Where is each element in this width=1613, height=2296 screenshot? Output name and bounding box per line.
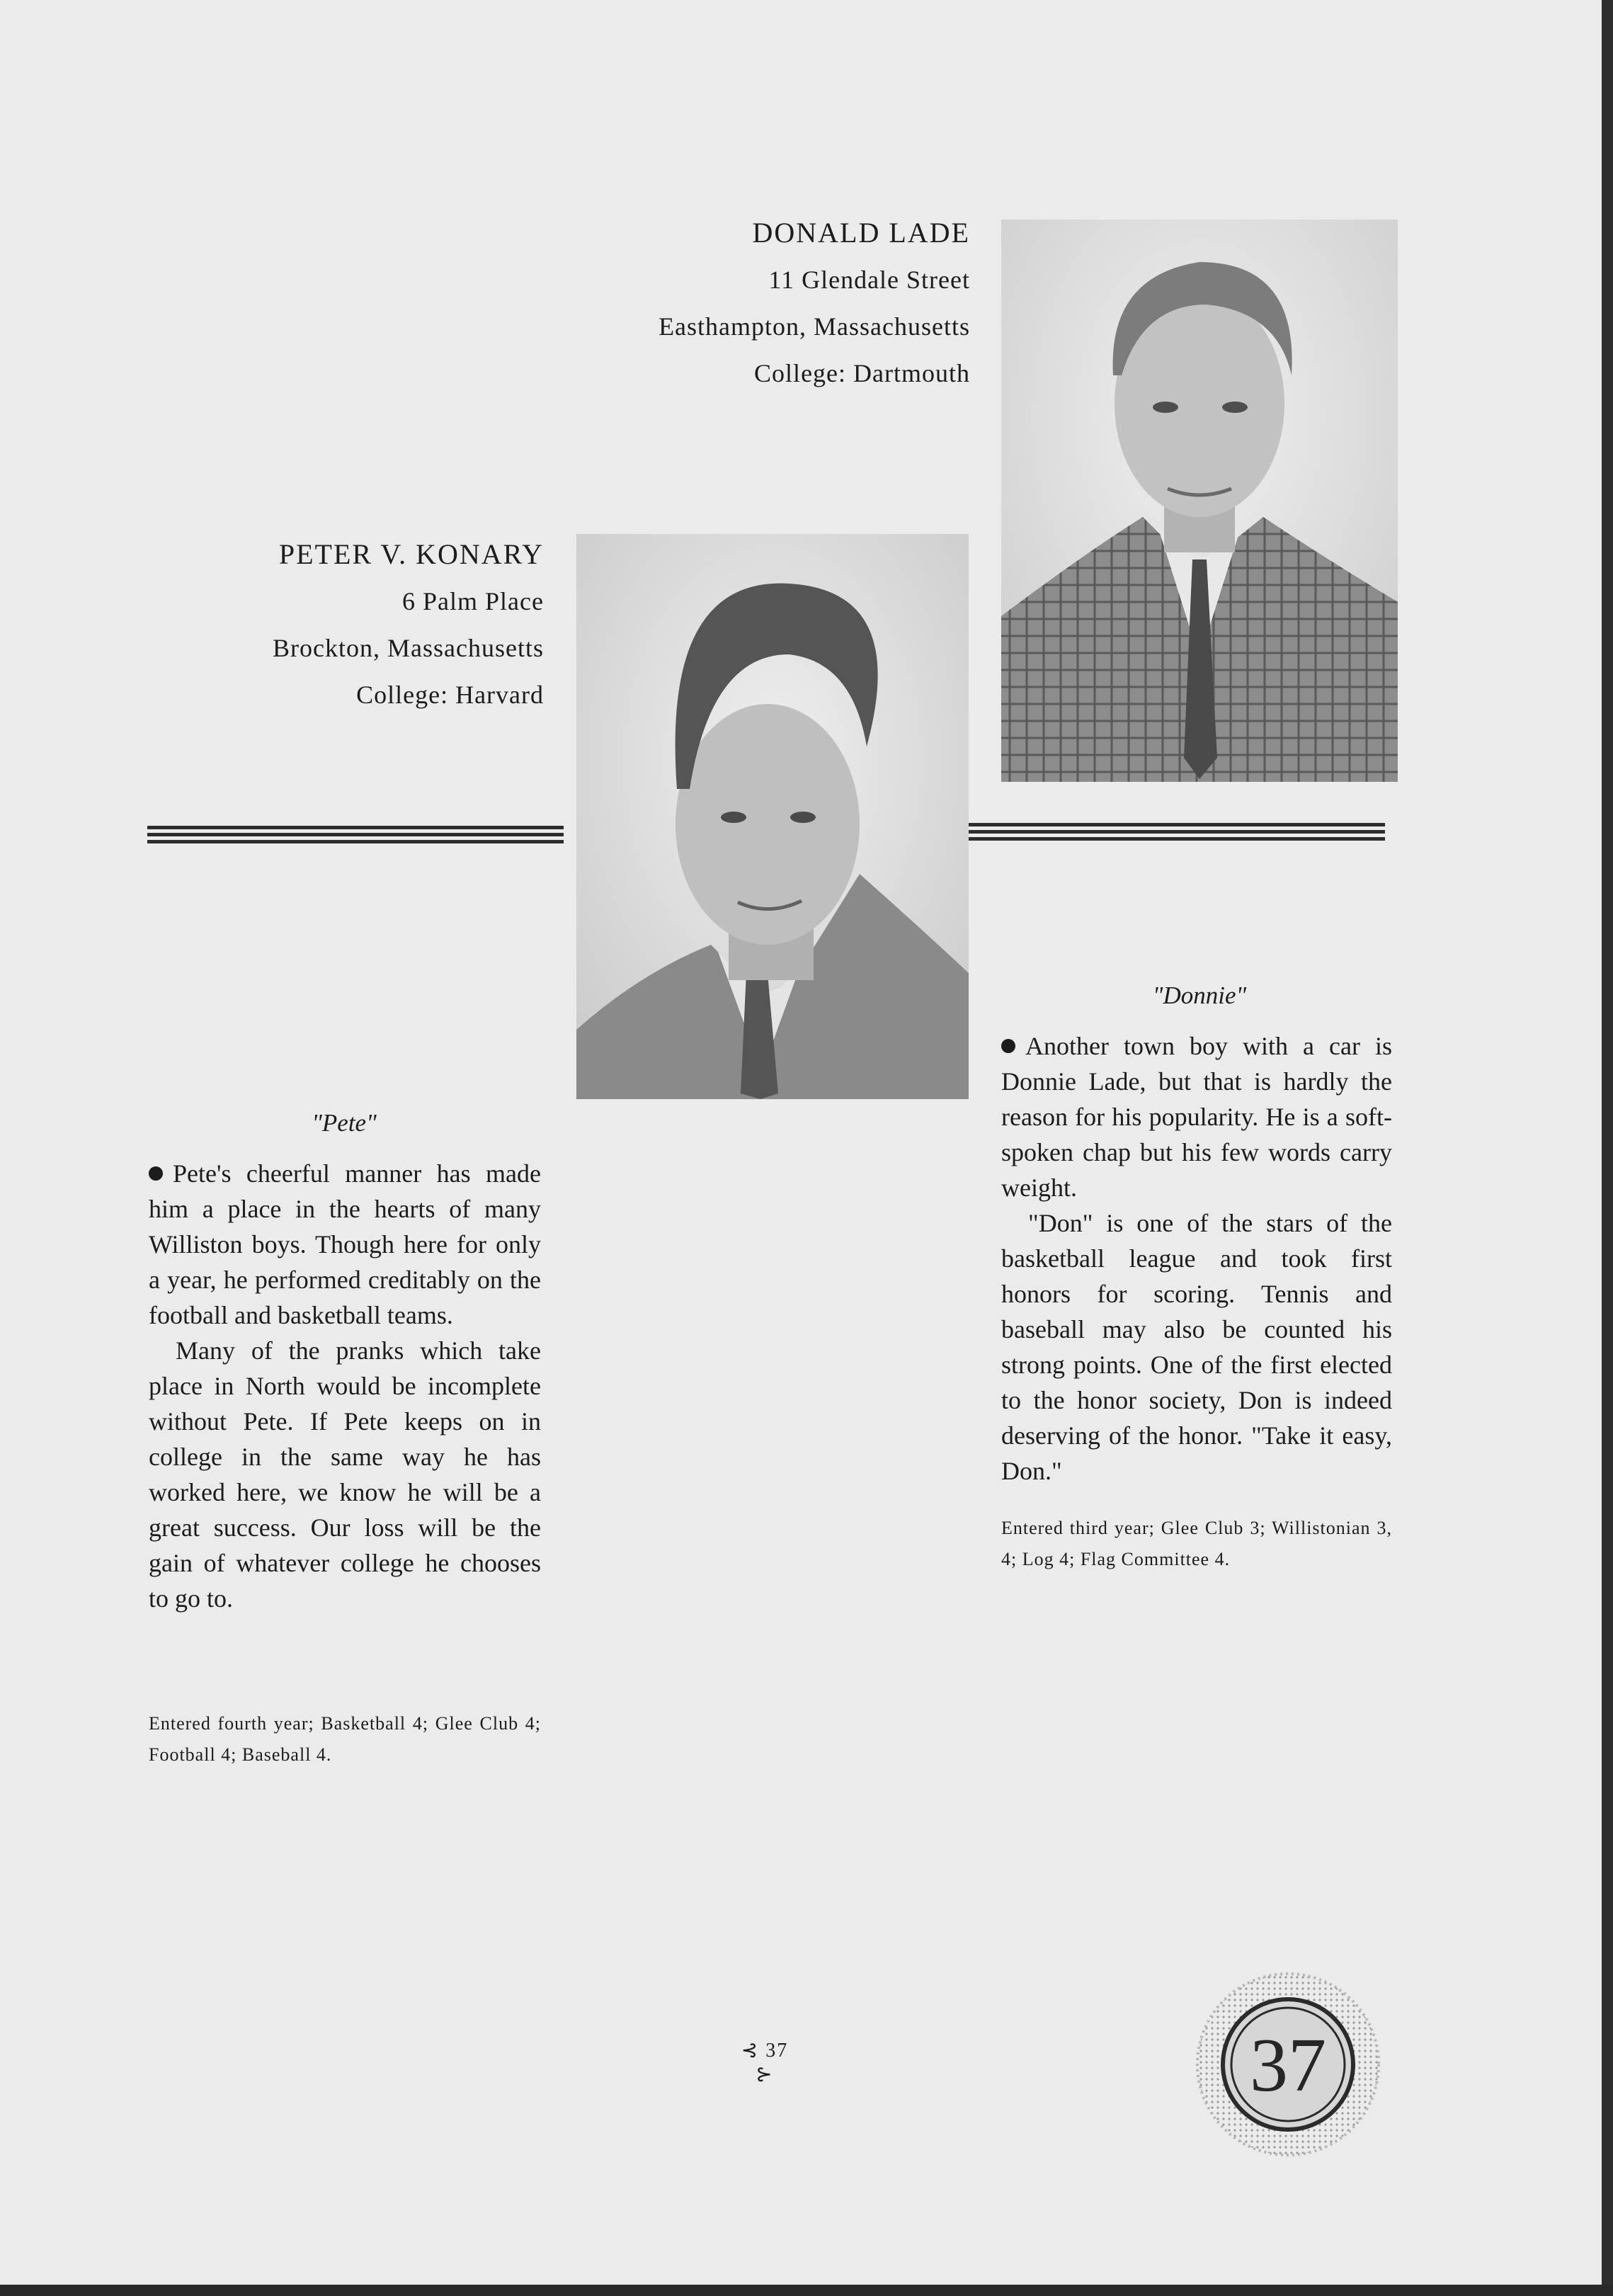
peter-bio-paragraph-1: Pete's cheerful manner has made him a place in the hearts of many Williston boys. Though here for only a year, he performed creditably on the football and basketball teams. — [149, 1159, 541, 1329]
donald-activities: Entered third year; Glee Club 3; Willistonian 3, 4; Log 4; Flag Committee 4. — [1001, 1518, 1392, 1569]
class-year-seal-icon — [1192, 1969, 1384, 2160]
peter-info — [177, 531, 544, 718]
donald-city: Easthampton, Massachusetts — [659, 312, 970, 341]
peter-nickname: "Pete" — [312, 1109, 377, 1137]
left-divider-rule — [147, 826, 564, 847]
donald-nickname: "Donnie" — [1152, 982, 1247, 1009]
scan-edge-right — [1602, 0, 1613, 2296]
donald-biography — [1001, 1028, 1392, 1489]
peter-city: Brockton, Massachusetts — [273, 634, 544, 662]
donald-portrait-photo — [1001, 220, 1398, 782]
donald-info — [595, 210, 970, 397]
peter-address: 6 Palm Place — [402, 587, 544, 615]
donald-bio-paragraph-2: "Don" is one of the stars of the basketball league and took first honors for scoring. Tennis and baseball may also be counted his strong points. One of the first elected to the honor society, Don is indeed deserving of the honor. "Take it easy, Don." — [1001, 1209, 1392, 1485]
bullet-icon — [1001, 1039, 1015, 1053]
scan-edge-bottom — [0, 2285, 1613, 2296]
peter-portrait-photo — [576, 534, 969, 1099]
right-divider-rule — [969, 823, 1385, 844]
peter-biography — [149, 1156, 541, 1616]
peter-college: College: Harvard — [356, 681, 544, 709]
peter-bio-paragraph-2: Many of the pranks which take place in North would be incomplete without Pete. If Pete keeps on in college in the same way he has worked here, we know he will be a great success. Our loss will be the gain of whatever college he chooses to go to. — [149, 1336, 541, 1613]
peter-name: PETER V. KONARY — [278, 538, 544, 570]
seal-number: 37 — [1250, 2023, 1326, 2108]
donald-name: DONALD LADE — [752, 217, 970, 249]
donald-college: College: Dartmouth — [754, 359, 970, 387]
donald-bio-paragraph-1: Another town boy with a car is Donnie Lade, but that is hardly the reason for his popularity. He is a soft-spoken chap but his few words carry weight. — [1001, 1032, 1392, 1202]
donald-address: 11 Glendale Street — [768, 266, 970, 294]
peter-activities: Entered fourth year; Basketball 4; Glee Club 4; Football 4; Baseball 4. — [149, 1713, 541, 1765]
page-number: ⊰ 37 ⊱ — [741, 2040, 789, 2086]
bullet-icon — [149, 1166, 163, 1181]
